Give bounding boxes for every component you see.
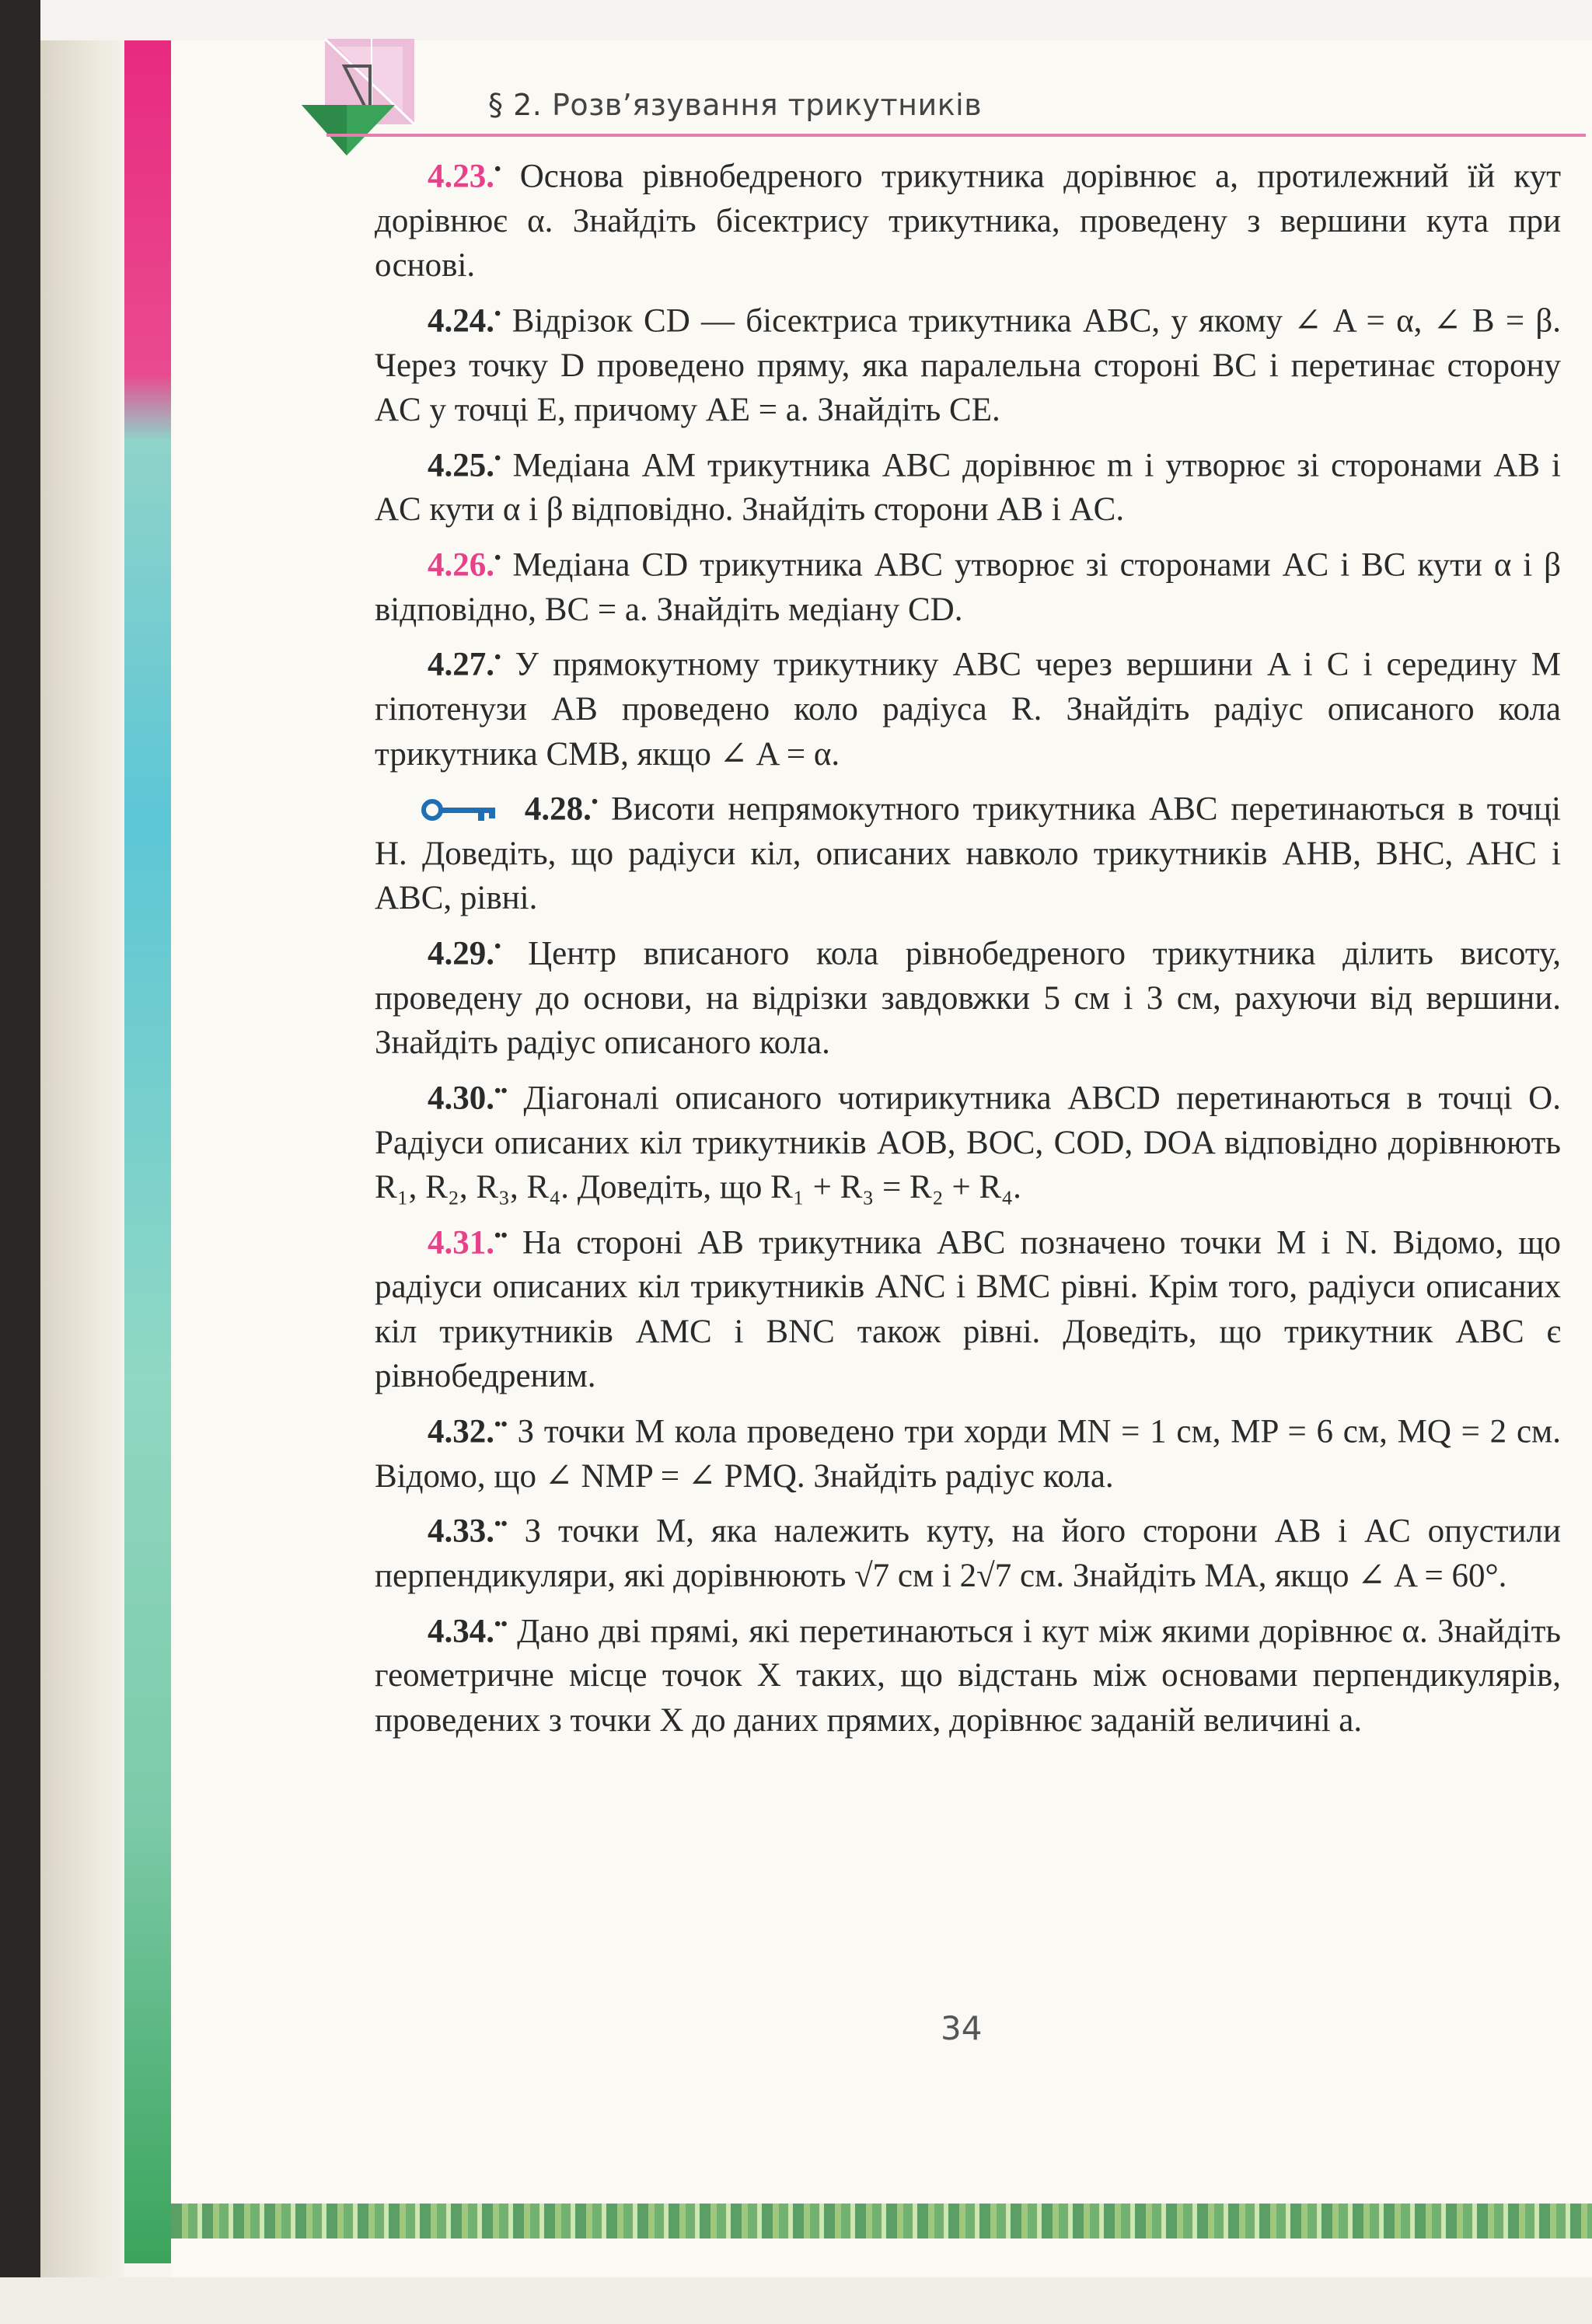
problem-list xyxy=(375,148,1561,1746)
problem-number: 4.29. xyxy=(428,935,494,972)
problem-4-31 xyxy=(375,1214,1561,1399)
problem-text: Основа рівнобедреного трикутника дорівнює a, протилежний їй кут дорівнює α. Знайдіть бісектрису трикутника, проведену з вершини кута при основі. xyxy=(375,158,1561,284)
difficulty-mark: •• xyxy=(494,1614,508,1635)
problem-number: 4.30. xyxy=(428,1080,494,1117)
difficulty-mark: • xyxy=(494,448,501,469)
problem-text: Медіана AM трикутника ABC дорівнює m і утворює зі сторонами AB і AC кути α і β відповідно. Знайдіть сторони AB і AC. xyxy=(375,446,1562,529)
difficulty-mark: • xyxy=(494,647,501,668)
geometry-logo-icon xyxy=(278,31,426,159)
problem-text: Відрізок CD — бісектриса трикутника ABC, у якому ∠ A = α, ∠ B = β. Через точку D проведено пряму, яка паралельна стороні BC і перетинає сторону AC у точці E, причому AE = a. Знайдіть CE. xyxy=(375,302,1562,429)
problem-number: 4.23. xyxy=(428,158,494,195)
problem-text: Центр вписаного кола рівнобедреного трикутника ділить висоту, проведену до основи, на відрізки завдовжки 5 см і 3 см, рахуючи від вершини. Знайдіть радіус описаного кола. xyxy=(375,935,1561,1062)
page-number: 34 xyxy=(941,2009,983,2047)
difficulty-mark: • xyxy=(494,303,501,324)
problem-4-28 xyxy=(375,780,1561,921)
problem-text: На стороні AB трикутника ABC позначено точки M і N. Відомо, що радіуси описаних кіл трикутників ANC і BMC рівні. Крім того, радіуси описаних кіл трикутників AMC і BNC також рівні. Доведіть, що трикутник ABC є рівнобедреним. xyxy=(375,1223,1562,1395)
problem-text: З точки M кола проведено три хорди MN = 1 см, MP = 6 см, MQ = 2 см. Відомо, що ∠ NMP = ∠ PMQ. Знайдіть радіус кола. xyxy=(375,1413,1561,1495)
scan-left-shadow xyxy=(0,0,40,2324)
problem-number: 4.31. xyxy=(428,1223,494,1261)
problem-4-25 xyxy=(375,437,1561,532)
decorative-color-strip xyxy=(124,40,171,2263)
problem-number: 4.33. xyxy=(428,1513,494,1550)
problem-text: З точки M, яка належить куту, на його сторони AB і AC опустили перпендикуляри, які дорівнюють √7 см і 2√7 см. Знайдіть MA, якщо ∠ A = 60°. xyxy=(375,1513,1561,1595)
problem-4-24 xyxy=(375,292,1561,433)
problem-4-33 xyxy=(375,1502,1561,1598)
difficulty-mark: • xyxy=(494,547,501,568)
decorative-bottom-border xyxy=(171,2204,1592,2239)
problem-text: Медіана CD трикутника ABC утворює зі сторонами AC і BC кути α і β відповідно, BC = a. Знайдіть медіану CD. xyxy=(375,546,1561,628)
section-number: § 2. xyxy=(488,88,543,122)
problem-4-26 xyxy=(375,536,1561,632)
section-title xyxy=(488,88,982,122)
difficulty-mark: •• xyxy=(494,1414,508,1435)
problem-4-27 xyxy=(375,636,1561,776)
problem-number: 4.27. xyxy=(428,646,494,683)
difficulty-mark: • xyxy=(591,792,599,813)
key-icon xyxy=(420,798,511,822)
problem-number: 4.32. xyxy=(428,1413,494,1450)
problem-text: Висоти непрямокутного трикутника ABC перетинаються в точці H. Доведіть, що радіуси кіл, описаних навколо трикутників AHB, BHC, AHC і ABC, рівні. xyxy=(375,790,1561,917)
problem-number: 4.28. xyxy=(524,790,592,828)
problem-4-32 xyxy=(375,1403,1561,1499)
problem-4-23 xyxy=(375,148,1561,288)
problem-number: 4.25. xyxy=(428,446,494,483)
section-title-text: Розв’язування трикутників xyxy=(551,88,983,122)
scan-bottom-margin xyxy=(0,2277,1592,2324)
problem-text: Дано дві прямі, які перетинаються і кут між якими дорівнює α. Знайдіть геометричне місце точок X таких, що відстань між основами перпендикулярів, проведених з точки X до даних прямих, дорівнює заданій величині a. xyxy=(375,1612,1561,1739)
problem-4-34 xyxy=(375,1603,1561,1743)
difficulty-mark: •• xyxy=(494,1080,508,1101)
problem-number: 4.26. xyxy=(428,546,494,584)
problem-4-29 xyxy=(375,925,1561,1066)
book-spine-edge xyxy=(40,40,124,2277)
problem-text: У прямокутному трикутнику ABC через вершини A і C і середину M гіпотенузи AB проведено коло радіуса R. Знайдіть радіус описаного кола трикутника CMB, якщо ∠ A = α. xyxy=(375,646,1562,773)
header-divider xyxy=(326,134,1586,137)
difficulty-mark: •• xyxy=(494,1514,508,1535)
difficulty-mark: • xyxy=(494,936,501,957)
difficulty-mark: •• xyxy=(494,1225,508,1246)
problem-text: Діагоналі описаного чотирикутника ABCD перетинаються в точці O. Радіуси описаних кіл трикутників AOB, BOC, COD, DOA відповідно дорівнюють R₁, R₂, R₃, R₄. Доведіть, що R₁ + R₃ = R₂ + R₄. xyxy=(375,1080,1561,1206)
problem-4-30 xyxy=(375,1070,1561,1210)
problem-number: 4.24. xyxy=(428,302,494,340)
scan-top-margin xyxy=(0,0,1592,40)
difficulty-mark: • xyxy=(494,159,501,180)
problem-number: 4.34. xyxy=(428,1612,494,1649)
